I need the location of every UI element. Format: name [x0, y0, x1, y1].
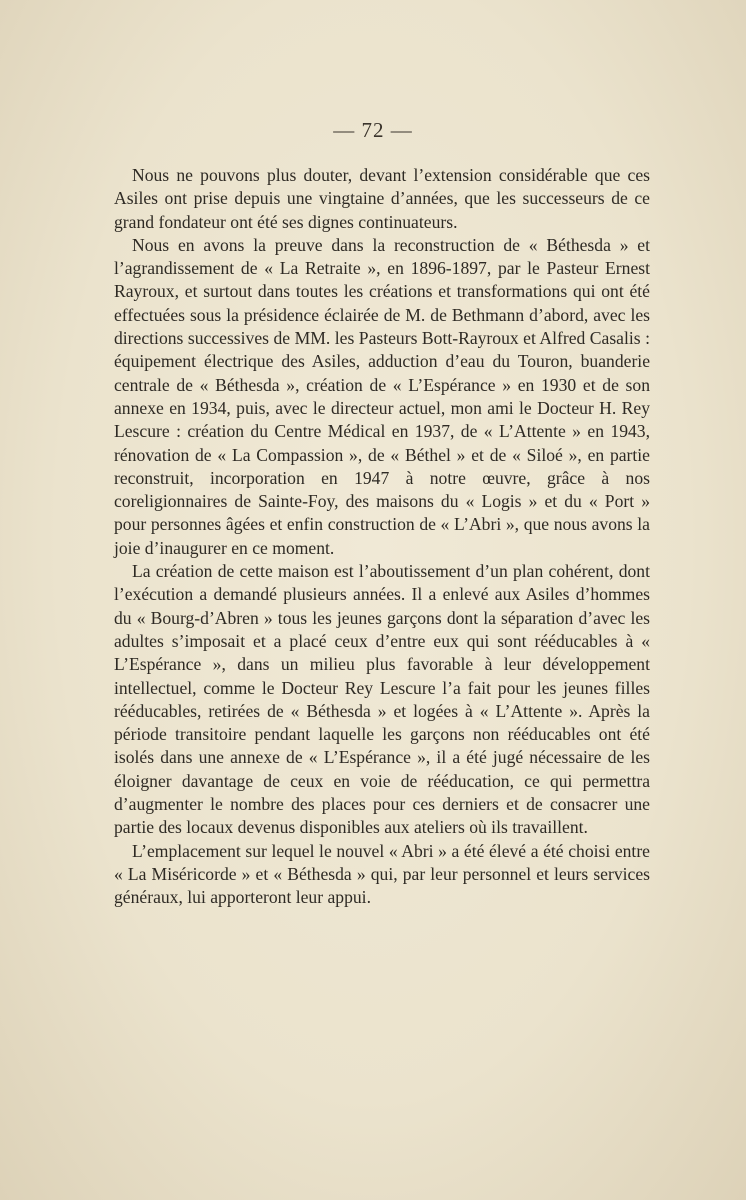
body-text — [114, 164, 650, 910]
paragraph-1: Nous ne pouvons plus douter, devant l’extension considérable que ces Asiles ont prise depuis une vingtaine d’années, que les successeurs de ce grand fondateur ont été ses dignes continuateurs. — [114, 165, 650, 232]
paragraph-3: La création de cette maison est l’aboutissement d’un plan cohérent, dont l’exécution a demandé plusieurs années. Il a enlevé aux Asiles d’hommes du « Bourg-d’Abren » tous les jeunes garçons dont la séparation d’avec les adultes s’imposait et a placé ceux d’entre eux qui sont rééducables à « L’Espérance », dans un milieu plus favorable à leur développement intellectuel, comme le Docteur Rey Lescure l’a fait pour les jeunes filles rééducables, retirées de « Béthesda » et logées à « L’Attente ». Après la période transitoire pendant laquelle les garçons non rééducables ont été isolés dans une annexe de « L’Espérance », il a été jugé nécessaire de les éloigner davantage de ceux en voie de rééducation, ce qui permettra d’augmenter le nombre des places pour ces derniers et de consacrer une partie des locaux devenus disponibles aux ateliers où ils travaillent. — [114, 561, 650, 838]
paragraph-2: Nous en avons la preuve dans la reconstruction de « Béthesda » et l’agrandissement de « La Retraite », en 1896-1897, par le Pasteur Ernest Rayroux, et surtout dans toutes les créations et transformations qui ont été effectuées sous la présidence éclairée de M. de Bethmann d’abord, avec les directions successives de MM. les Pasteurs Bott-Rayroux et Alfred Casalis : équipement électrique des Asiles, adduction d’eau du Touron, buanderie centrale de « Béthesda », création de « L’Espérance » en 1930 et de son annexe en 1934, puis, avec le directeur actuel, mon ami le Docteur H. Rey Lescure : création du Centre Médical en 1937, de « L’Attente » en 1943, rénovation de « La Compassion », de « Béthel » et de « Siloé », en partie reconstruit, incorporation en 1947 à notre œuvre, grâce à nos coreligionnaires de Sainte-Foy, des maisons du « Logis » et du « Port » pour personnes âgées et enfin construction de « L’Abri », que nous avons la joie d’inaugurer en ce moment. — [114, 234, 650, 558]
page-number: — 72 — — [333, 118, 413, 142]
paragraph-4: L’emplacement sur lequel le nouvel « Abri » a été élevé a été choisi entre « La Miséricorde » et « Béthesda » qui, par leur personnel et leurs services généraux, lui apporteront leur appui. — [114, 840, 650, 908]
